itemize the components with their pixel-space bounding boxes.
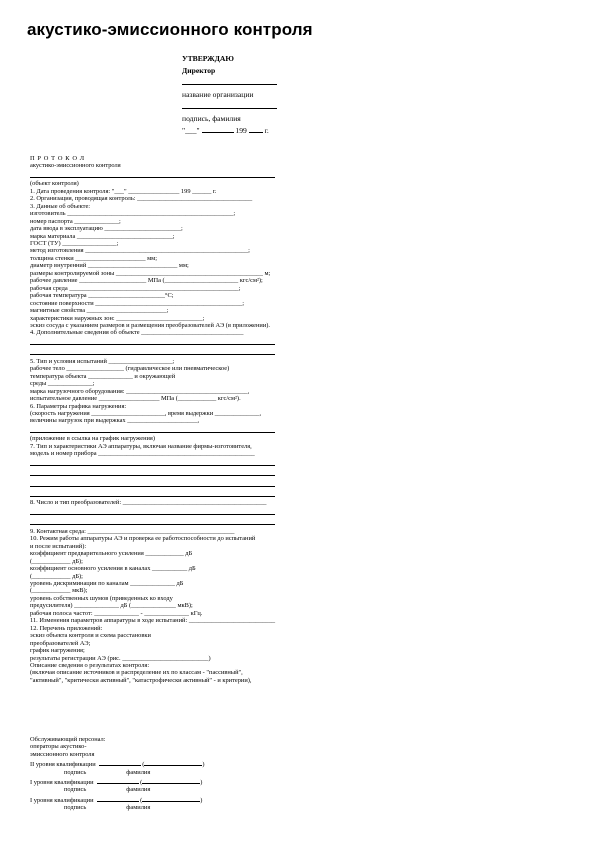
protocol-line: 10. Режим работы аппаратуры АЭ и проверка ее работоспособности до испытаний bbox=[30, 535, 256, 543]
protocol-line: рабочая температура ________________________°С; bbox=[30, 292, 174, 300]
protocol-line: рабочее давление _____________________ МПа (_______________________ кгс/см²); bbox=[30, 277, 263, 285]
sign-caption: подпись, фамилия bbox=[182, 114, 241, 123]
signer-level: I уровня квалификации bbox=[30, 779, 94, 787]
name-blank[interactable] bbox=[142, 776, 203, 787]
protocol-line: 3. Данные об объекте: bbox=[30, 202, 91, 210]
blank-line[interactable] bbox=[30, 489, 570, 499]
blank-line[interactable] bbox=[30, 479, 570, 489]
fill-blank[interactable] bbox=[30, 458, 275, 466]
protocol-line: состояние поверхности ______________________________________________; bbox=[30, 299, 245, 307]
signature-blank[interactable] bbox=[97, 794, 139, 802]
protocol-line: и после испытаний): bbox=[30, 542, 87, 550]
protocol-line: характеристики наружных зон: ___________________________; bbox=[30, 314, 205, 322]
sign-blank[interactable] bbox=[182, 101, 277, 109]
blank-line[interactable] bbox=[30, 468, 570, 478]
signer-captions bbox=[30, 786, 205, 793]
fill-blank[interactable] bbox=[30, 347, 275, 355]
fill-blank[interactable] bbox=[30, 517, 275, 525]
object-blank[interactable] bbox=[30, 170, 275, 178]
protocol-line: (включая описание источников и распределение их по классам - "пассивный", bbox=[30, 669, 243, 677]
protocol-line: 2. Организация, проводящая контроль: ____________________________________ bbox=[30, 195, 253, 203]
date-year-suffix: г. bbox=[264, 126, 269, 135]
signer-level: I уровня квалификации bbox=[30, 796, 94, 804]
protocol-line: 1. Дата проведения контроля: "___" ________________ 199 ______ г. bbox=[30, 187, 217, 195]
sign-caption: подпись bbox=[64, 768, 87, 776]
name-blank[interactable] bbox=[142, 794, 203, 804]
protocol-line: метод изготовления ___________________________________________________; bbox=[30, 247, 250, 255]
protocol-line: магнитные свойства _________________________; bbox=[30, 307, 169, 315]
fill-blank[interactable] bbox=[30, 337, 275, 345]
name-caption: фамилия bbox=[126, 804, 151, 812]
staff-line-1: операторы акустико- bbox=[30, 743, 87, 751]
protocol-line: (приложение в ссылка на график нагружения) bbox=[30, 435, 155, 443]
date-day: "___" bbox=[182, 126, 200, 135]
protocol-line: (скорость нагружения _______________________, время выдержки ______________, bbox=[30, 409, 262, 417]
fill-blank[interactable] bbox=[30, 425, 275, 433]
protocol-line: величины нагрузок при выдержках ______________________, bbox=[30, 417, 200, 425]
protocol-line: предусилителя) ______________ дБ (______________ мкВ); bbox=[30, 602, 193, 610]
paren-open: ( bbox=[138, 796, 143, 804]
staff-line-0: Обслуживающий персонал: bbox=[30, 736, 106, 743]
protocol-line: испытательное давление ___________________ МПа (____________ кгс/см²). bbox=[30, 395, 241, 403]
protocol-lines bbox=[30, 180, 570, 684]
org-caption: название организации bbox=[182, 90, 254, 99]
name-caption: фамилия bbox=[126, 768, 151, 776]
protocol-line: коэффициент основного усиления в каналах ___________ дБ bbox=[30, 565, 196, 573]
protocol-line: преобразователей АЭ; bbox=[30, 639, 91, 647]
fill-blank[interactable] bbox=[30, 468, 275, 476]
protocol-line: среды ______________; bbox=[30, 380, 95, 388]
date-month-blank[interactable] bbox=[202, 125, 234, 133]
protocol-line: (____________ дБ); bbox=[30, 572, 83, 580]
paren-open: ( bbox=[140, 761, 145, 769]
protocol-line: 8. Число и тип преобразователей: _____________________________________________ bbox=[30, 499, 267, 507]
protocol-body bbox=[30, 155, 570, 684]
protocol-line: 6. Параметры графика нагружения: bbox=[30, 402, 127, 410]
protocol-line: график нагружения; bbox=[30, 647, 85, 655]
protocol-line: 9. Контактная среда: ______________________________________________ bbox=[30, 527, 235, 535]
protocol-line: "активный", "критически активный", "катастрофически активный" - и критерии), bbox=[30, 676, 252, 684]
signer-captions bbox=[30, 804, 205, 811]
protocol-line: 4. Дополнительные сведения об объекте ________________________________ bbox=[30, 329, 244, 337]
protocol-line: марка материала ______________________________; bbox=[30, 232, 175, 240]
protocol-line: ГОСТ (ТУ) _________________; bbox=[30, 239, 119, 247]
name-blank[interactable] bbox=[144, 758, 205, 769]
staff-line-2: эмиссионного контроля bbox=[30, 750, 95, 758]
protocol-line: 11. Изменения параметров аппаратуры в ходе испытаний: ___________________________ bbox=[30, 617, 276, 625]
name-caption: фамилия bbox=[126, 786, 151, 794]
document-title: акустико-эмиссионного контроля bbox=[27, 20, 313, 39]
protocol-line: уровень дискриминации по каналам ______________ дБ bbox=[30, 580, 184, 588]
protocol-line: Описание сведения о результатах контроля: bbox=[30, 662, 150, 669]
paren-close: ) bbox=[202, 761, 205, 769]
blank-line[interactable] bbox=[30, 337, 570, 347]
signer-level: II уровня квалификации bbox=[30, 761, 96, 769]
protocol-line: дата ввода в эксплуатацию ________________________; bbox=[30, 225, 183, 233]
approve-date-line bbox=[182, 125, 277, 137]
protocol-line: рабочее тело __________________ (гидравлическое или пневматическое) bbox=[30, 365, 230, 373]
blank-line[interactable] bbox=[30, 425, 570, 435]
blank-line[interactable] bbox=[30, 458, 570, 468]
protocol-line: эскиз объекта контроля и схема расстановки bbox=[30, 632, 151, 640]
blank-line[interactable] bbox=[30, 347, 570, 357]
protocol-line: рабочая среда _____________________________________________________; bbox=[30, 284, 241, 292]
protocol-line: 7. Тип и характеристики АЭ аппаратуры, включая название фирмы-изготовителя, bbox=[30, 442, 252, 450]
protocol-line: 12. Перечень приложений: bbox=[30, 624, 103, 632]
protocol-line: коэффициент предварительного усиления ____________ дБ bbox=[30, 550, 193, 558]
protocol-line: изготовитель ____________________________________________________; bbox=[30, 210, 236, 218]
protocol-line: марка нагрузочного оборудования: ______________________________________, bbox=[30, 387, 250, 395]
staff-block bbox=[30, 736, 205, 812]
protocol-line: (____________ дБ); bbox=[30, 557, 83, 565]
signer-captions bbox=[30, 769, 205, 776]
protocol-line: рабочая полоса частот: ______________ - ______________ кГц. bbox=[30, 609, 203, 617]
protocol-line: 5. Тип и условия испытаний ____________________; bbox=[30, 357, 175, 365]
org-blank[interactable] bbox=[182, 77, 277, 85]
protocol-line: эскиз сосуда с указанием размеров и размещения преобразователей АЭ (в приложении). bbox=[30, 321, 270, 329]
blank-line[interactable] bbox=[30, 507, 570, 517]
signature-blank[interactable] bbox=[97, 776, 139, 784]
fill-blank[interactable] bbox=[30, 507, 275, 515]
date-year: 199 bbox=[235, 126, 247, 135]
protocol-subheading: акустико-эмиссионного контроля bbox=[30, 162, 121, 170]
sign-caption: подпись bbox=[64, 786, 87, 794]
protocol-line: размеры контролируемой зоны ______________________________________________ м; bbox=[30, 269, 271, 277]
signer-row bbox=[30, 758, 205, 768]
date-year-blank[interactable] bbox=[249, 125, 263, 133]
protocol-line: толщина стенки ______________________ мм; bbox=[30, 254, 157, 262]
signer-row bbox=[30, 794, 205, 804]
signers bbox=[30, 758, 205, 811]
protocol-line: модель и номер прибора _________________________________________________ bbox=[30, 450, 255, 458]
sign-caption: подпись bbox=[64, 804, 87, 812]
fill-blank[interactable] bbox=[30, 479, 275, 487]
protocol-line: (объект контроля) bbox=[30, 180, 79, 188]
protocol-line: уровень собственных шумов (приведенных ко входу bbox=[30, 594, 173, 602]
approval-block bbox=[182, 53, 277, 137]
signature-blank[interactable] bbox=[99, 758, 141, 766]
paren-close: ) bbox=[200, 779, 203, 787]
approve-position: Директор bbox=[182, 66, 216, 75]
paren-close: ) bbox=[200, 796, 203, 804]
protocol-heading: П Р О Т О К О Л bbox=[30, 155, 85, 162]
signer-row bbox=[30, 776, 205, 786]
approve-heading: УТВЕРЖДАЮ bbox=[182, 54, 234, 63]
protocol-line: температура объекта ______________ и окружающей bbox=[30, 372, 176, 380]
blank-line[interactable] bbox=[30, 517, 570, 527]
fill-blank[interactable] bbox=[30, 489, 275, 497]
protocol-line: номер паспорта ______________; bbox=[30, 217, 121, 225]
protocol-line: диаметр внутренний ____________________________ мм; bbox=[30, 262, 189, 270]
protocol-line: результаты регистрации АЭ (рис. ___________________________) bbox=[30, 654, 211, 662]
paren-open: ( bbox=[138, 779, 143, 787]
protocol-line: (____________ мкВ); bbox=[30, 587, 88, 595]
